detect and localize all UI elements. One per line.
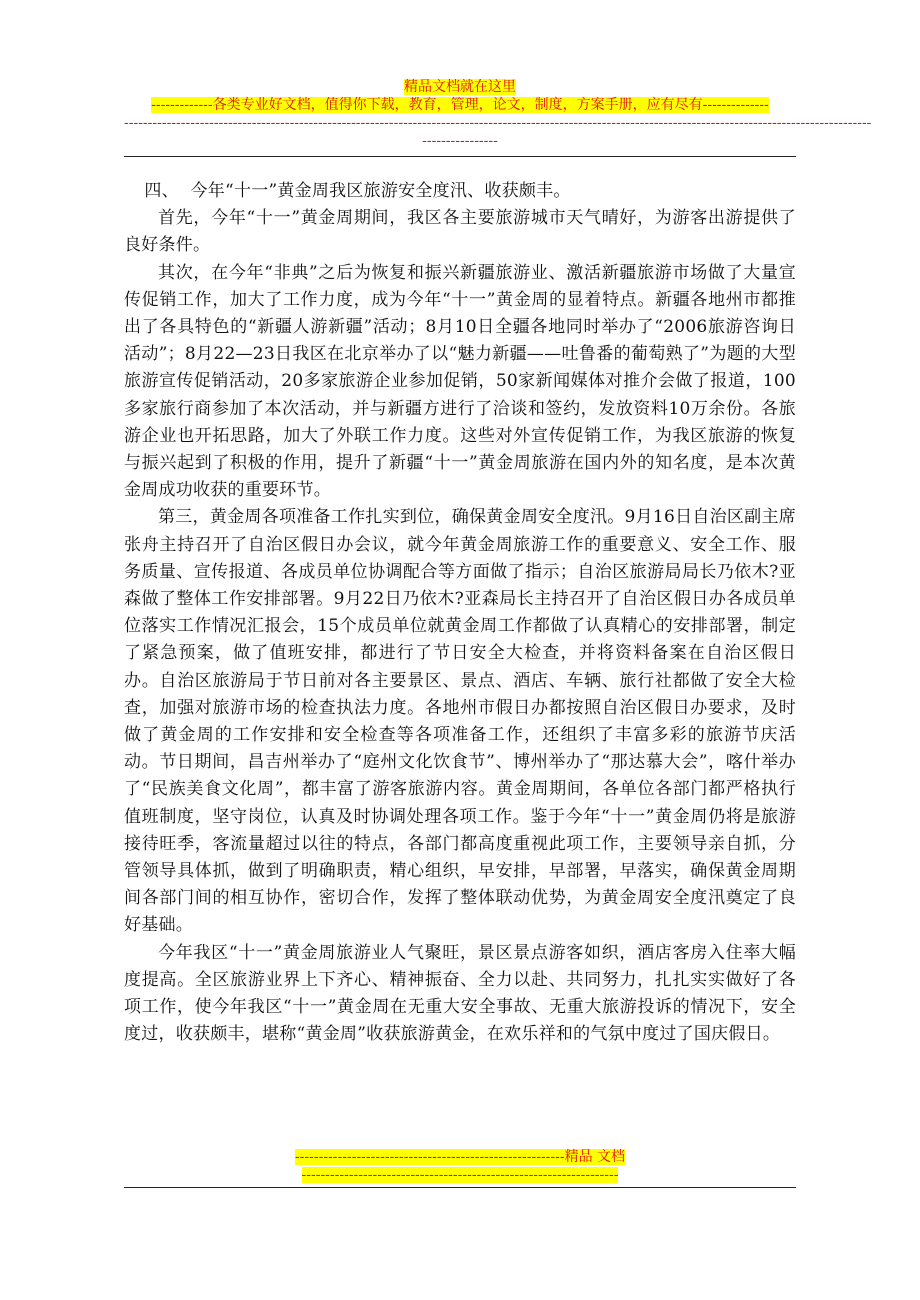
document-body [124, 178, 796, 1049]
footer-line-1: ---------------------------------------------------------精品 文档 [294, 1149, 626, 1165]
header-title: 精品文档就在这里 [404, 79, 516, 95]
paragraph-first: 首先，今年“十一”黄金周期间，我区各主要旅游城市天气晴好，为游客出游提供了良好条件。 [124, 208, 796, 256]
header-dashes-1: -------------------------------------------------------------------------------------------------------------------------------------------------------------- [124, 115, 872, 131]
header-dashes-2: ---------------- [422, 133, 498, 149]
section-heading: 四、 今年“十一”黄金周我区旅游安全度汛、收获颇丰。 [144, 181, 571, 201]
footer-line-2: ------------------------------------------------------------------- [301, 1167, 619, 1183]
header-divider [124, 156, 796, 157]
paragraph-second: 其次，在今年“非典”之后为恢复和振兴新疆旅游业、激活新疆旅游市场做了大量宣传促销工作，加大了工作力度，成为今年“十一”黄金周的显着特点。新疆各地州市都推出了各具特色的“新疆人游新疆”活动；8月10日全疆各地同时举办了“2006旅游咨询日活动”；8月22—23日我区在北京举办了以“魅力新疆——吐鲁番的葡萄熟了”为题的大型旅游宣传促销活动，20多家旅游企业参加促销，50家新闻媒体对推介会做了报道，100多家旅行商参加了本次活动，并与新疆方进行了洽谈和签约，发放资料10万余份。各旅游企业也开拓思路，加大了外联工作力度。这些对外宣传促销工作，为我区旅游的恢复与振兴起到了积极的作用，提升了新疆“十一”黄金周旅游在国内外的知名度，是本次黄金周成功收获的重要环节。 [124, 262, 796, 501]
page-header [124, 78, 872, 150]
page-footer [124, 1148, 796, 1184]
header-subtitle: -------------各类专业好文档，值得你下载，教育，管理，论文，制度，方案手册，应有尽有-------------- [151, 97, 769, 113]
paragraph-summary: 今年我区“十一”黄金周旅游业人气聚旺，景区景点游客如织，酒店客房入住率大幅度提高。全区旅游业界上下齐心、精神振奋、全力以赴、共同努力，扎扎实实做好了各项工作，使今年我区“十一”黄金周在无重大安全事故、无重大旅游投诉的情况下，安全度过，收获颇丰，堪称“黄金周”收获旅游黄金，在欢乐祥和的气氛中度过了国庆假日。 [124, 942, 796, 1045]
footer-divider [124, 1187, 796, 1188]
paragraph-third: 第三，黄金周各项准备工作扎实到位，确保黄金周安全度汛。9月16日自治区副主席张舟主持召开了自治区假日办会议，就今年黄金周旅游工作的重要意义、安全工作、服务质量、宣传报道、各成员单位协调配合等方面做了指示；自治区旅游局局长乃依木?亚森做了整体工作安排部署。9月22日乃依木?亚森局长主持召开了自治区假日办各成员单位落实工作情况汇报会，15个成员单位就黄金周工作都做了认真精心的安排部署，制定了紧急预案，做了值班安排，都进行了节日安全大检查，并将资料备案在自治区假日办。自治区旅游局于节日前对各主要景区、景点、酒店、车辆、旅行社都做了安全大检查，加强对旅游市场的检查执法力度。各地州市假日办都按照自治区假日办要求，及时做了黄金周的工作安排和安全检查等各项准备工作，还组织了丰富多彩的旅游节庆活动。节日期间，昌吉州举办了“庭州文化饮食节”、博州举办了“那达慕大会”，喀什举办了“民族美食文化周”，都丰富了游客旅游内容。黄金周期间，各单位各部门都严格执行值班制度，坚守岗位，认真及时协调处理各项工作。鉴于今年“十一”黄金周仍将是旅游接待旺季，客流量超过以往的特点，各部门都高度重视此项工作，主要领导亲自抓，分管领导具体抓，做到了明确职责，精心组织，早安排，早部署，早落实，确保黄金周期间各部门间的相互协作，密切合作，发挥了整体联动优势，为黄金周安全度汛奠定了良好基础。 [124, 507, 796, 936]
